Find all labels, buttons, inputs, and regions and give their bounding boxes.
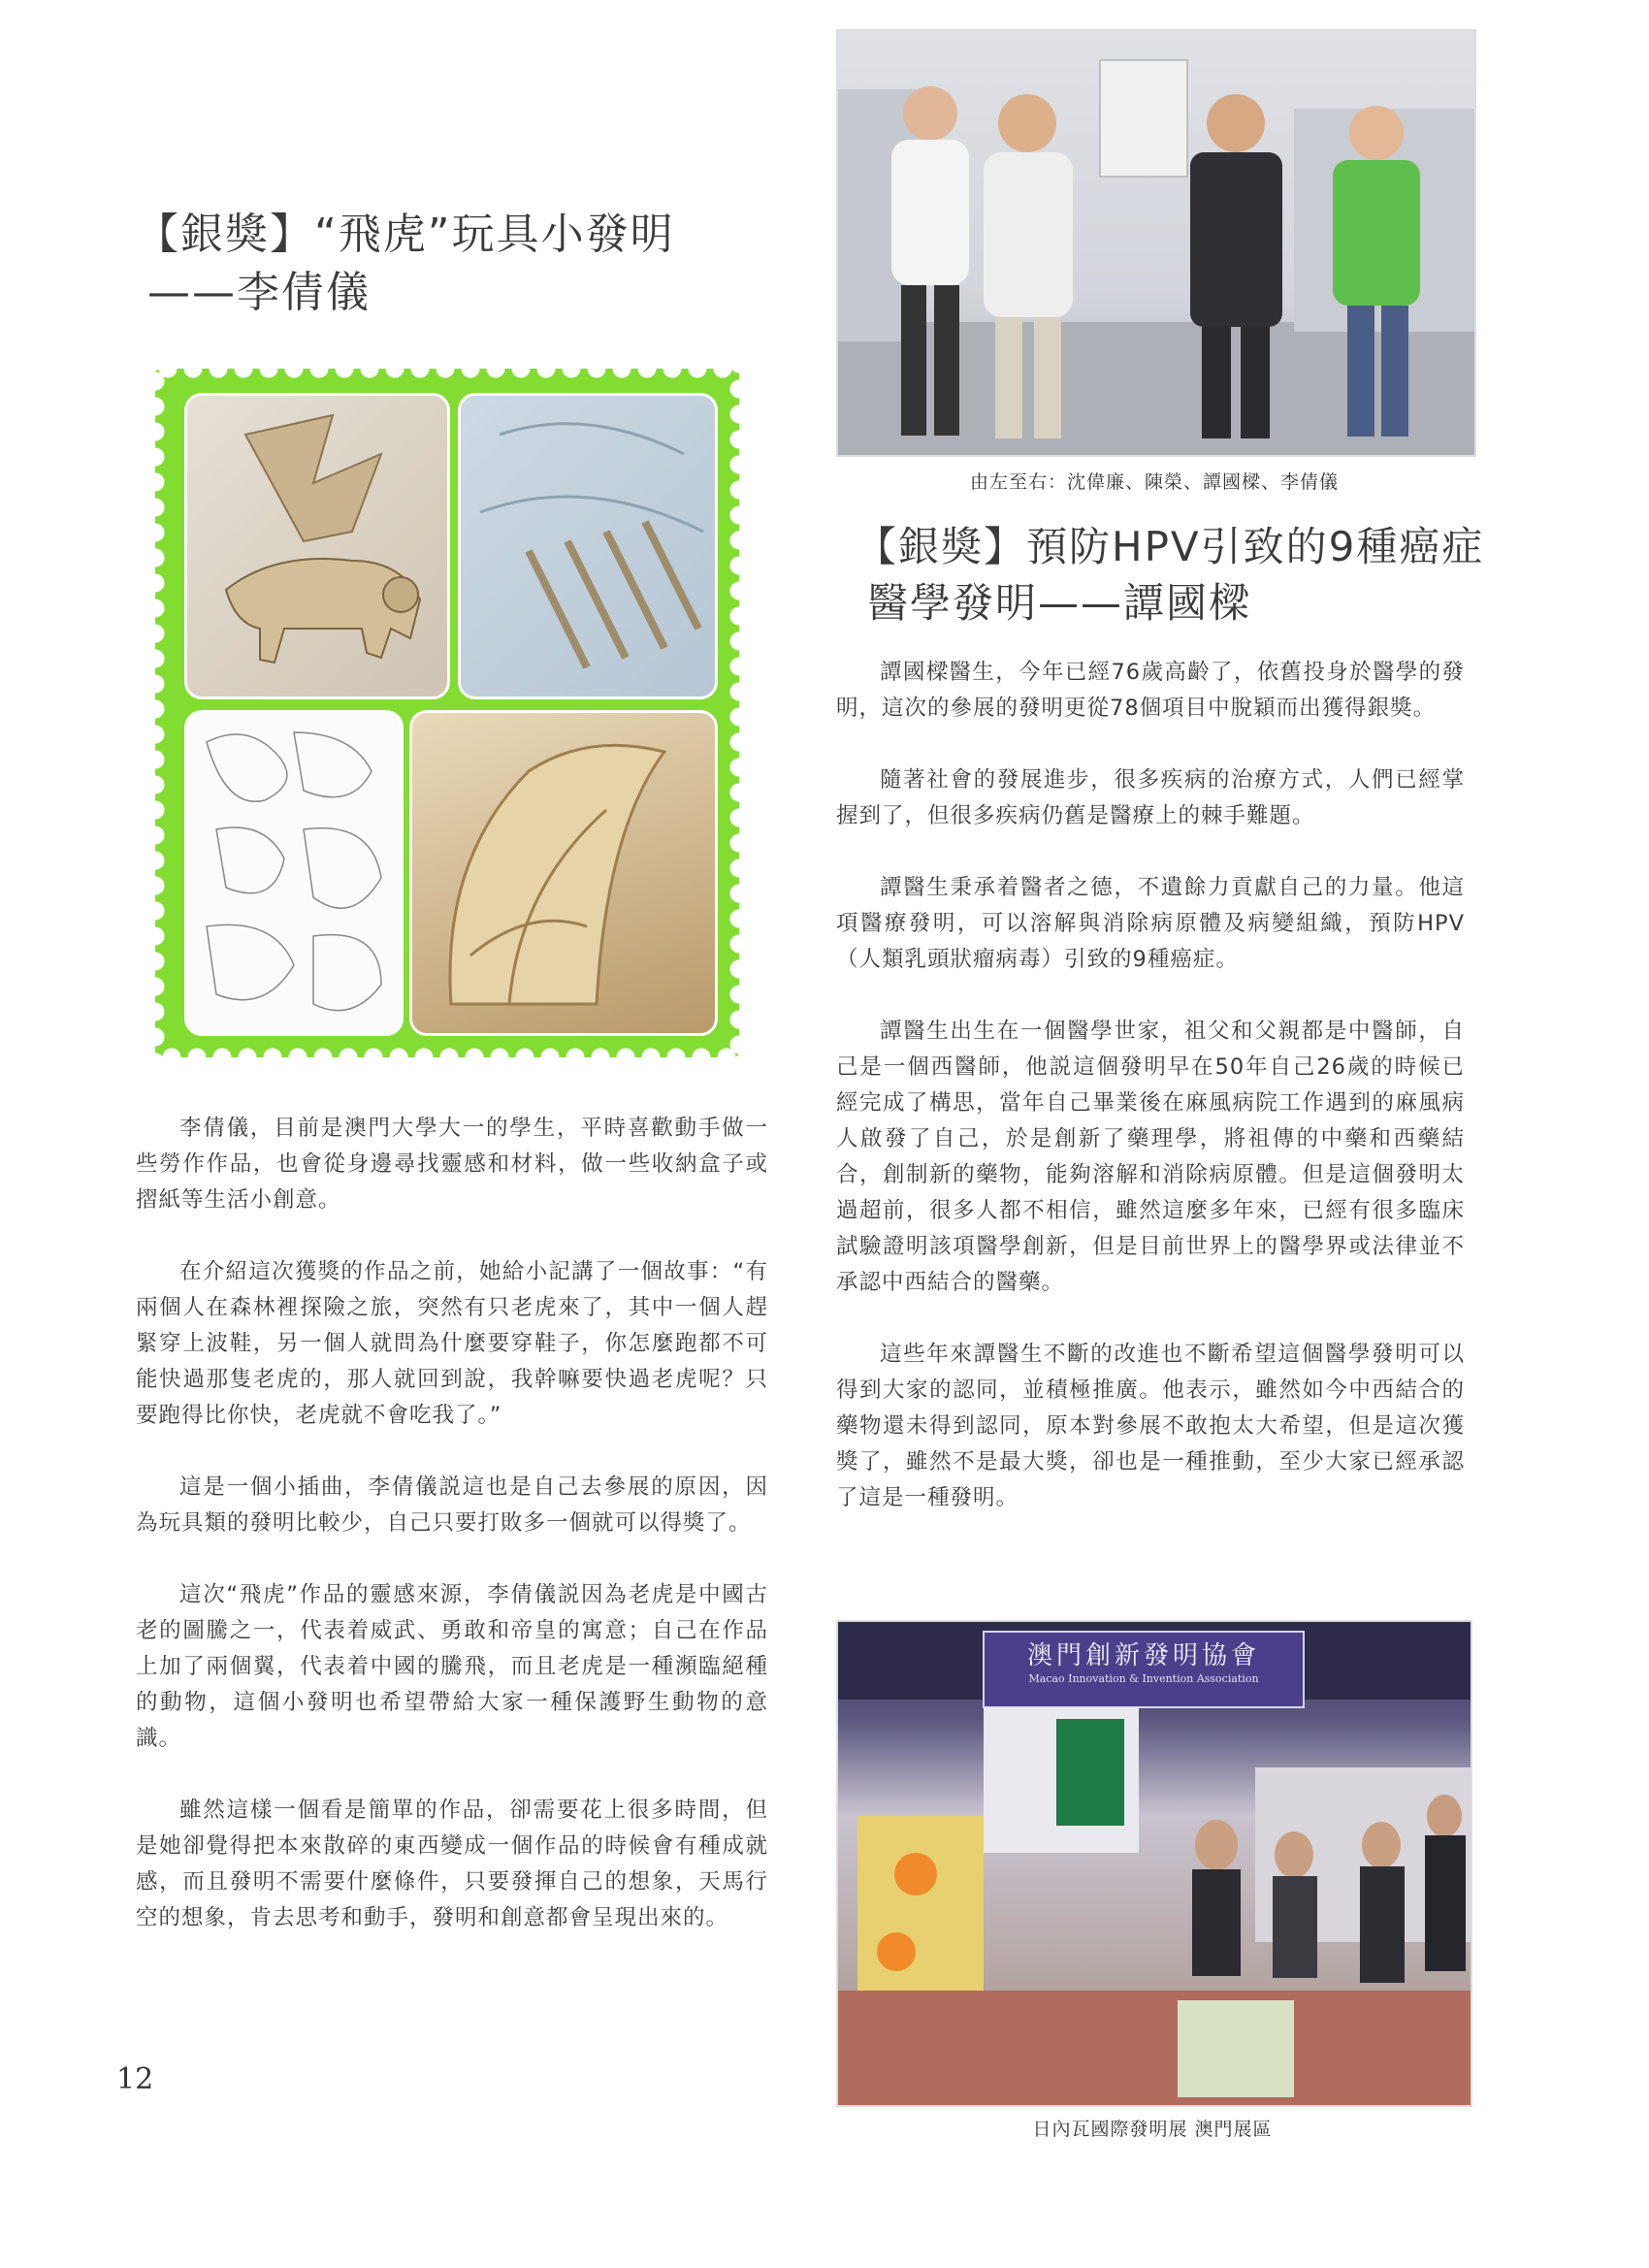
right-paragraph-4: 譚醫生出生在一個醫學世家，祖父和父親都是中醫師，自己是一個西醫師，他説這個發明早在50年自己26歲的時候已經完成了構思，當年自己畢業後在麻風病院工作遇到的麻風病人啟發了自己，於是創新了藥理學，將祖傳的中藥和西藥結合，創制新的藥物，能夠溶解和消除病原體。但是這個發明太過超前，很多人都不相信，雖然這麼多年來，已經有很多臨床試驗證明該項醫學創新，但是目前世界上的醫學界或法律並不承認中西結合的醫藥。 — [836, 1019, 1465, 1295]
right-headline-line2: 醫學發明——譚國樑 — [867, 579, 1252, 627]
left-paragraph-4: 這次“飛虎”作品的靈感來源，李倩儀説因為老虎是中國古老的圖騰之一，代表着威武、勇敢和帝皇的寓意；自己在作品上加了兩個翼，代表着中國的騰飛，而且老虎是一種瀕臨絕種的動物，這個小發明也希望帶給大家一種保護野生動物的意識。 — [136, 1582, 768, 1751]
right-article-body — [836, 655, 1465, 1552]
left-headline — [136, 206, 795, 322]
wood-sheet-photo — [458, 393, 718, 699]
group-photo-caption: 由左至右：沈偉廉、陳榮、譚國樑、李倩儀 — [969, 471, 1339, 493]
stamp-edge-bottom — [155, 1044, 739, 1057]
left-headline-line2: ——李倩儀 — [147, 268, 371, 317]
booth-banner-subtitle: Macao Innovation & Invention Association — [1028, 1672, 1259, 1685]
tiger-model-photo — [184, 393, 450, 699]
stamp-edge-top — [155, 369, 739, 382]
wooden-butterfly-illustration — [412, 713, 715, 1033]
exhibition-booth-photo — [836, 1620, 1472, 2107]
group-photo — [836, 29, 1476, 457]
stamp-edge-left — [155, 369, 169, 1057]
flying-tiger-photo-collage — [155, 369, 739, 1057]
booth-banner-title: 澳門創新發明協會 — [1026, 1641, 1260, 1670]
wood-sheet-pieces — [461, 396, 715, 697]
right-headline — [856, 519, 1496, 632]
left-headline-line1: 【銀獎】“飛虎”玩具小發明 — [136, 210, 675, 259]
butterfly-model-photo — [409, 710, 718, 1036]
right-paragraph-3: 譚醫生秉承着醫者之德，不遺餘力貢獻自己的力量。他這項醫療發明，可以溶解與消除病原體及病變組織，預防HPV（人類乳頭狀瘤病毒）引致的9種癌症。 — [836, 875, 1465, 972]
cut-pattern-outline — [187, 713, 401, 1033]
right-paragraph-1: 譚國樑醫生，今年已經76歲高齡了，依舊投身於醫學的發明，這次的參展的發明更從78個項目中脫穎而出獲得銀獎。 — [836, 660, 1465, 721]
right-paragraph-2: 隨著社會的發展進步，很多疾病的治療方式，人們已經掌握到了，但很多疾病仍舊是醫療上的棘手難題。 — [836, 767, 1465, 828]
stamp-edge-right — [726, 369, 739, 1057]
left-paragraph-2: 在介紹這次獲獎的作品之前，她給小記講了一個故事：“有兩個人在森林裡探險之旅，突然有只老虎來了，其中一個人趕緊穿上波鞋，另一個人就問為什麼要穿鞋子，你怎麼跑都不可能快過那隻老虎的，那人就回到說，我幹嘛要快過老虎呢？只要跑得比你快，老虎就不會吃我了。” — [136, 1259, 768, 1428]
pattern-sheet-photo — [184, 710, 404, 1036]
winged-tiger-illustration — [187, 396, 447, 697]
left-article-body — [136, 1111, 768, 1972]
macao-booth-scene — [838, 1622, 1471, 2105]
page-number: 12 — [116, 2062, 154, 2096]
right-headline-line1: 【銀獎】預防HPV引致的9種癌症 — [856, 523, 1485, 570]
left-article-headline — [136, 206, 795, 322]
left-paragraph-1: 李倩儀，目前是澳門大學大一的學生，平時喜歡動手做一些勞作作品，也會從身邊尋找靈感和材料，做一些收納盒子或摺紙等生活小創意。 — [136, 1116, 768, 1213]
exhibition-photo-caption: 日內瓦國際發明展 澳門展區 — [1032, 2119, 1273, 2140]
four-people-photo — [838, 31, 1474, 455]
left-paragraph-3: 這是一個小插曲，李倩儀説這也是自己去參展的原因，因為玩具類的發明比較少，自己只要打敗多一個就可以得獎了。 — [136, 1474, 768, 1536]
right-paragraph-5: 這些年來譚醫生不斷的改進也不斷希望這個醫學發明可以得到大家的認同，並積極推廣。他表示，雖然如今中西結合的藥物還未得到認同，原本對參展不敢抱太大希望，但是這次獲獎了，雖然不是最大獎，卻也是一種推動，至少大家已經承認了這是一種發明。 — [836, 1342, 1465, 1510]
left-paragraph-5: 雖然這樣一個看是簡單的作品，卻需要花上很多時間，但是她卻覺得把本來散碎的東西變成一個作品的時候會有種成就感，而且發明不需要什麼條件，只要發揮自己的想象，天馬行空的想象，肯去思考和動手，發明和創意都會呈現出來的。 — [136, 1798, 768, 1930]
